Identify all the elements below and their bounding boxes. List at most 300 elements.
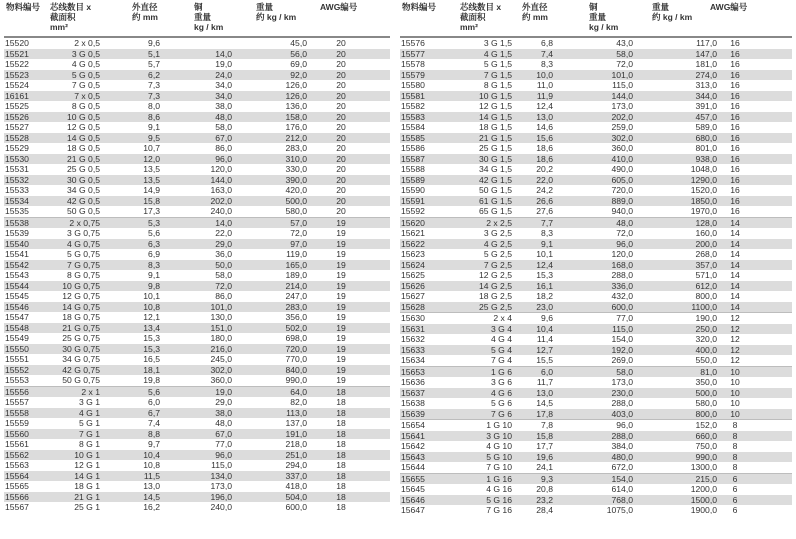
- header-material-code: 物料编号: [6, 2, 41, 12]
- cell-weight: 274,0: [695, 69, 717, 80]
- cell-outer-diameter: 13,0: [143, 481, 160, 491]
- cell-weight: 1290,0: [690, 174, 717, 185]
- cell-copper-weight: 768,0: [611, 494, 633, 505]
- cell-awg: 20: [336, 48, 346, 59]
- cell-awg: 16: [730, 206, 740, 216]
- cell-copper-weight: 67,0: [215, 428, 232, 439]
- cell-copper-weight: 58,0: [215, 122, 232, 132]
- cell-cores-cross-section: 2 x 2,5: [486, 217, 512, 228]
- cell-copper-weight: 144,0: [210, 174, 232, 185]
- cell-material-code: 15526: [5, 111, 29, 122]
- cell-weight: 938,0: [695, 153, 717, 164]
- cell-outer-diameter: 14,6: [536, 122, 553, 132]
- cell-material-code: 15637: [401, 387, 425, 398]
- cell-cores-cross-section: 7 G 0,75: [67, 259, 100, 270]
- table-row: [400, 431, 792, 442]
- cell-material-code: 15544: [5, 280, 29, 291]
- cell-awg: 19: [336, 343, 346, 354]
- cell-awg: 20: [336, 69, 346, 80]
- cell-cores-cross-section: 25 G 1,5: [479, 143, 512, 153]
- cell-copper-weight: 101,0: [210, 301, 232, 312]
- cell-cores-cross-section: 42 G 0,75: [62, 364, 100, 375]
- cell-awg: 18: [336, 386, 346, 397]
- table-row: [400, 59, 792, 70]
- cell-outer-diameter: 6,9: [148, 249, 160, 259]
- cell-outer-diameter: 10,8: [143, 460, 160, 470]
- cell-copper-weight: 144,0: [611, 90, 633, 101]
- cell-outer-diameter: 19,6: [536, 451, 553, 462]
- cell-copper-weight: 168,0: [611, 259, 633, 270]
- cell-outer-diameter: 17,7: [536, 441, 553, 451]
- cell-material-code: 15561: [5, 439, 29, 449]
- cell-material-code: 15548: [5, 322, 29, 333]
- cell-outer-diameter: 12,4: [536, 101, 553, 111]
- cell-outer-diameter: 6,8: [541, 38, 553, 48]
- cell-outer-diameter: 6,2: [148, 69, 160, 80]
- table-row: [4, 270, 390, 281]
- cell-material-code: 15521: [5, 48, 29, 59]
- cell-weight: 214,0: [285, 280, 307, 291]
- cell-material-code: 15639: [401, 408, 425, 419]
- cell-outer-diameter: 7,4: [541, 48, 553, 59]
- cell-awg: 20: [336, 153, 346, 164]
- cell-material-code: 15626: [401, 280, 425, 291]
- cell-cores-cross-section: 7 G 6: [490, 408, 512, 419]
- cell-awg: 18: [336, 439, 346, 449]
- cell-weight: 250,0: [695, 323, 717, 334]
- cell-cores-cross-section: 12 G 0,75: [62, 291, 100, 301]
- cell-outer-diameter: 23,2: [536, 494, 553, 505]
- cell-material-code: 15647: [401, 505, 425, 515]
- cell-weight: 119,0: [286, 249, 307, 259]
- cell-awg: 12: [730, 313, 740, 323]
- cell-cores-cross-section: 2 x 4: [493, 313, 512, 323]
- cell-weight: 801,0: [695, 143, 717, 153]
- header-awg: AWG编号: [710, 2, 748, 12]
- cell-outer-diameter: 15,8: [536, 430, 553, 441]
- cell-outer-diameter: 7,3: [148, 90, 160, 101]
- cell-awg: 10: [730, 408, 740, 419]
- table-body: [4, 38, 390, 513]
- cell-material-code: 15583: [401, 111, 425, 122]
- cell-material-code: 15646: [401, 494, 425, 505]
- cell-awg: 14: [730, 259, 740, 270]
- cell-material-code: 15539: [5, 228, 29, 238]
- cell-weight: 502,0: [285, 322, 307, 333]
- cell-material-code: 15533: [5, 185, 29, 195]
- table-row: [4, 70, 390, 81]
- cell-copper-weight: 120,0: [611, 249, 633, 259]
- cell-cores-cross-section: 4 G 1,5: [483, 48, 512, 59]
- table-row: [4, 492, 390, 503]
- cell-awg: 20: [336, 101, 346, 111]
- cell-material-code: 15567: [5, 502, 29, 512]
- cell-awg: 18: [336, 481, 346, 491]
- cell-weight: 357,0: [695, 259, 717, 270]
- cell-copper-weight: 410,0: [611, 153, 633, 164]
- cell-weight: 680,0: [695, 132, 717, 143]
- cell-weight: 215,0: [695, 473, 717, 484]
- cell-material-code: 15546: [5, 301, 29, 312]
- cell-copper-weight: 58,0: [616, 366, 633, 377]
- cell-material-code: 15553: [5, 375, 29, 385]
- cell-cores-cross-section: 5 G 16: [486, 494, 512, 505]
- cell-outer-diameter: 11,4: [536, 334, 553, 344]
- cell-weight: 147,0: [695, 48, 717, 59]
- table-row: [4, 260, 390, 271]
- cell-material-code: 15642: [401, 441, 425, 451]
- table-row: [4, 101, 390, 112]
- cell-outer-diameter: 15,8: [143, 195, 160, 206]
- cell-material-code: 15653: [401, 366, 425, 377]
- cell-cores-cross-section: 30 G 0,5: [67, 174, 100, 185]
- cell-weight: 420,0: [285, 185, 307, 195]
- table-row: [4, 397, 390, 408]
- cell-cores-cross-section: 14 G 0,75: [62, 301, 100, 312]
- cell-copper-weight: 230,0: [611, 387, 633, 398]
- cell-outer-diameter: 11,0: [536, 80, 553, 90]
- cell-awg: 6: [732, 505, 738, 515]
- cell-weight: 800,0: [695, 408, 717, 419]
- cell-copper-weight: 240,0: [210, 206, 232, 216]
- cell-cores-cross-section: 1 G 6: [490, 366, 512, 377]
- cell-copper-weight: 672,0: [611, 462, 633, 472]
- cell-outer-diameter: 13,4: [143, 322, 160, 333]
- cell-awg: 8: [732, 430, 738, 441]
- table-row: [400, 312, 792, 324]
- table-row: [400, 270, 792, 281]
- cell-outer-diameter: 14,5: [143, 491, 160, 502]
- cell-weight: 283,0: [285, 301, 307, 312]
- cell-material-code: 15552: [5, 364, 29, 375]
- cell-weight: 57,0: [290, 217, 307, 228]
- cell-weight: 72,0: [290, 228, 307, 238]
- cell-copper-weight: 24,0: [215, 69, 232, 80]
- table-row: [400, 196, 792, 207]
- header-outer-diameter: 外直径 约 mm: [132, 2, 158, 22]
- cell-weight: 698,0: [285, 333, 307, 343]
- cell-copper-weight: 288,0: [611, 270, 633, 280]
- header-awg: AWG编号: [320, 2, 358, 12]
- cell-weight: 126,0: [285, 90, 307, 101]
- cell-weight: 92,0: [290, 69, 307, 80]
- cell-awg: 20: [336, 38, 346, 48]
- cell-cores-cross-section: 8 G 1: [78, 439, 100, 449]
- cell-weight: 750,0: [695, 441, 717, 451]
- cell-copper-weight: 490,0: [611, 164, 633, 174]
- cell-outer-diameter: 11,9: [536, 90, 553, 101]
- cell-outer-diameter: 12,1: [143, 312, 160, 322]
- cell-copper-weight: 360,0: [611, 143, 633, 153]
- cell-material-code: 16161: [5, 90, 29, 101]
- cell-material-code: 15547: [5, 312, 29, 322]
- cell-material-code: 15587: [401, 153, 425, 164]
- table-row: [4, 386, 390, 398]
- cell-weight: 56,0: [290, 48, 307, 59]
- cell-outer-diameter: 10,7: [143, 143, 160, 153]
- cell-copper-weight: 86,0: [215, 291, 232, 301]
- cell-material-code: 15625: [401, 270, 425, 280]
- cell-material-code: 15628: [401, 301, 425, 312]
- cell-awg: 6: [732, 473, 738, 484]
- cell-outer-diameter: 15,5: [536, 355, 553, 365]
- cell-cores-cross-section: 18 G 1,5: [479, 122, 512, 132]
- cell-cores-cross-section: 21 G 1,5: [479, 132, 512, 143]
- cell-cores-cross-section: 4 G 2,5: [483, 238, 512, 249]
- cell-awg: 19: [336, 333, 346, 343]
- table-row: [4, 38, 390, 49]
- cell-outer-diameter: 12,4: [536, 259, 553, 270]
- table-row: [4, 228, 390, 239]
- cell-awg: 16: [730, 38, 740, 48]
- cell-material-code: 15582: [401, 101, 425, 111]
- cell-cores-cross-section: 8 G 0,75: [67, 270, 100, 280]
- table-row: [4, 471, 390, 482]
- cell-awg: 18: [336, 460, 346, 470]
- cell-copper-weight: 269,0: [611, 355, 633, 365]
- cell-weight: 990,0: [285, 375, 307, 385]
- table-row: [400, 419, 792, 431]
- cell-awg: 8: [732, 441, 738, 451]
- cell-outer-diameter: 17,3: [143, 206, 160, 216]
- cell-cores-cross-section: 18 G 1: [74, 481, 100, 491]
- cell-outer-diameter: 15,3: [536, 270, 553, 280]
- table-row: [4, 291, 390, 302]
- cell-cores-cross-section: 50 G 0,5: [67, 206, 100, 216]
- table-row: [4, 133, 390, 144]
- cell-awg: 20: [336, 122, 346, 132]
- header-cores-cross-section: 芯线数目 x 截面积 mm²: [50, 2, 92, 32]
- cell-cores-cross-section: 8 G 1,5: [483, 80, 512, 90]
- cell-cores-cross-section: 18 G 2,5: [479, 291, 512, 301]
- cell-copper-weight: 173,0: [611, 101, 633, 111]
- cell-copper-weight: 77,0: [616, 313, 633, 323]
- cell-material-code: 15645: [401, 484, 425, 494]
- table-row: [400, 388, 792, 399]
- cell-weight: 589,0: [695, 122, 717, 132]
- table-header: [400, 0, 792, 38]
- cell-copper-weight: 130,0: [210, 312, 232, 322]
- cell-awg: 20: [336, 111, 346, 122]
- cell-weight: 126,0: [285, 80, 307, 90]
- cell-cores-cross-section: 61 G 1,5: [479, 195, 512, 206]
- cell-cores-cross-section: 3 G 1: [78, 397, 100, 407]
- cell-cores-cross-section: 25 G 0,5: [67, 164, 100, 174]
- cell-awg: 12: [730, 334, 740, 344]
- cell-weight: 400,0: [695, 344, 717, 355]
- table-row: [400, 228, 792, 239]
- cell-copper-weight: 240,0: [210, 502, 232, 512]
- table-row: [4, 344, 390, 355]
- cell-awg: 16: [730, 80, 740, 90]
- cell-cores-cross-section: 2 x 0,5: [74, 38, 100, 48]
- header-copper-weight: 铜 重量 kg / km: [589, 2, 619, 32]
- cell-copper-weight: 34,0: [215, 80, 232, 90]
- cell-awg: 16: [730, 132, 740, 143]
- cell-outer-diameter: 6,7: [148, 407, 160, 418]
- cell-weight: 283,0: [285, 143, 307, 153]
- cell-weight: 1200,0: [690, 484, 717, 494]
- cell-outer-diameter: 7,4: [148, 418, 160, 428]
- cell-weight: 81,0: [700, 366, 717, 377]
- cell-material-code: 15542: [5, 259, 29, 270]
- table-row: [4, 460, 390, 471]
- cell-copper-weight: 163,0: [210, 185, 232, 195]
- cell-copper-weight: 192,0: [611, 344, 633, 355]
- cell-awg: 14: [730, 270, 740, 280]
- cell-material-code: 15633: [401, 344, 425, 355]
- table-row: [4, 418, 390, 429]
- table-row: [400, 175, 792, 186]
- cell-outer-diameter: 18,1: [143, 364, 160, 375]
- cell-copper-weight: 96,0: [215, 449, 232, 460]
- cell-cores-cross-section: 2 x 0,75: [69, 217, 100, 228]
- cell-awg: 14: [730, 217, 740, 228]
- cell-cores-cross-section: 14 G 0,5: [67, 132, 100, 143]
- cell-outer-diameter: 14,9: [143, 185, 160, 195]
- table-row: [4, 112, 390, 123]
- cell-outer-diameter: 14,5: [536, 398, 553, 408]
- cell-weight: 294,0: [285, 460, 307, 470]
- cell-cores-cross-section: 12 G 2,5: [479, 270, 512, 280]
- cell-material-code: 15589: [401, 174, 425, 185]
- table-row: [4, 239, 390, 250]
- cell-copper-weight: 14,0: [215, 48, 232, 59]
- cell-copper-weight: 48,0: [215, 418, 232, 428]
- cell-outer-diameter: 18,6: [536, 143, 553, 153]
- cell-material-code: 15592: [401, 206, 425, 216]
- cell-copper-weight: 288,0: [611, 430, 633, 441]
- cell-cores-cross-section: 7 x 0,5: [74, 90, 100, 101]
- cell-material-code: 15522: [5, 59, 29, 69]
- cell-outer-diameter: 24,1: [536, 462, 553, 472]
- cell-weight: 136,0: [285, 101, 307, 111]
- cell-outer-diameter: 8,3: [541, 59, 553, 69]
- table-row: [4, 217, 390, 229]
- table-row: [4, 143, 390, 154]
- cell-cores-cross-section: 2 x 1: [81, 386, 100, 397]
- cell-material-code: 15545: [5, 291, 29, 301]
- cell-weight: 320,0: [695, 334, 717, 344]
- cell-copper-weight: 120,0: [210, 164, 232, 174]
- cell-copper-weight: 245,0: [210, 354, 232, 364]
- cell-outer-diameter: 8,0: [148, 101, 160, 111]
- cable-spec-table-right: [400, 0, 792, 516]
- cell-awg: 16: [730, 185, 740, 195]
- cell-weight: 1520,0: [690, 185, 717, 195]
- cell-awg: 18: [336, 418, 346, 428]
- cell-weight: 840,0: [285, 364, 307, 375]
- cell-copper-weight: 101,0: [611, 69, 633, 80]
- cell-awg: 19: [336, 238, 346, 249]
- table-row: [400, 355, 792, 366]
- cell-awg: 19: [336, 291, 346, 301]
- cell-material-code: 15531: [5, 164, 29, 174]
- cell-outer-diameter: 6,0: [148, 397, 160, 407]
- cell-cores-cross-section: 4 G 16: [486, 484, 512, 494]
- cell-cores-cross-section: 1 G 10: [486, 420, 512, 430]
- cell-material-code: 15559: [5, 418, 29, 428]
- cell-outer-diameter: 8,6: [148, 111, 160, 122]
- header-material-code: 物料编号: [402, 2, 437, 12]
- cell-outer-diameter: 7,8: [541, 420, 553, 430]
- table-row: [400, 122, 792, 133]
- cell-outer-diameter: 13,0: [536, 387, 553, 398]
- cell-cores-cross-section: 7 G 10: [486, 462, 512, 472]
- cell-material-code: 15591: [401, 195, 425, 206]
- cell-material-code: 15623: [401, 249, 425, 259]
- table-row: [400, 101, 792, 112]
- table-row: [400, 217, 792, 229]
- cell-outer-diameter: 19,8: [143, 375, 160, 385]
- table-row: [400, 260, 792, 271]
- cell-awg: 12: [730, 344, 740, 355]
- table-row: [4, 49, 390, 60]
- cell-outer-diameter: 27,6: [536, 206, 553, 216]
- cell-material-code: 15620: [401, 217, 425, 228]
- cell-cores-cross-section: 4 G 1: [78, 407, 100, 418]
- cell-cores-cross-section: 25 G 2,5: [479, 301, 512, 312]
- cell-outer-diameter: 17,8: [536, 408, 553, 419]
- table-row: [4, 481, 390, 492]
- cell-outer-diameter: 9,6: [541, 313, 553, 323]
- cell-weight: 1850,0: [690, 195, 717, 206]
- table-body: [400, 38, 792, 516]
- cell-weight: 128,0: [695, 217, 717, 228]
- cell-weight: 189,0: [285, 270, 307, 280]
- cell-copper-weight: 115,0: [612, 80, 633, 90]
- cell-material-code: 15532: [5, 174, 29, 185]
- cell-weight: 152,0: [695, 420, 717, 430]
- table-row: [400, 505, 792, 516]
- cell-material-code: 15541: [5, 249, 29, 259]
- cell-copper-weight: 14,0: [215, 217, 232, 228]
- cell-copper-weight: 360,0: [210, 375, 232, 385]
- cell-outer-diameter: 10,1: [143, 291, 160, 301]
- cell-copper-weight: 96,0: [215, 153, 232, 164]
- cell-cores-cross-section: 7 G 1: [78, 428, 100, 439]
- cell-outer-diameter: 18,6: [536, 153, 553, 164]
- cell-awg: 20: [336, 59, 346, 69]
- cell-cores-cross-section: 4 G 6: [490, 387, 512, 398]
- cell-material-code: 15529: [5, 143, 29, 153]
- cell-awg: 16: [730, 111, 740, 122]
- table-row: [400, 239, 792, 250]
- cell-awg: 16: [730, 195, 740, 206]
- cell-outer-diameter: 10,8: [143, 301, 160, 312]
- cell-awg: 19: [336, 322, 346, 333]
- cell-awg: 6: [732, 484, 738, 494]
- cell-cores-cross-section: 8 G 0,5: [71, 101, 100, 111]
- table-row: [4, 122, 390, 133]
- cell-awg: 14: [730, 249, 740, 259]
- cell-copper-weight: 19,0: [215, 386, 232, 397]
- cell-copper-weight: 48,0: [215, 111, 232, 122]
- cell-awg: 20: [336, 132, 346, 143]
- cell-awg: 20: [336, 206, 346, 216]
- cell-copper-weight: 77,0: [215, 439, 232, 449]
- cell-copper-weight: 302,0: [611, 132, 633, 143]
- cell-awg: 19: [336, 259, 346, 270]
- table-row: [400, 112, 792, 123]
- cell-weight: 310,0: [285, 153, 307, 164]
- cell-outer-diameter: 8,8: [148, 428, 160, 439]
- cell-outer-diameter: 15,6: [536, 132, 553, 143]
- cell-weight: 1500,0: [690, 494, 717, 505]
- cell-outer-diameter: 5,7: [148, 59, 160, 69]
- cell-copper-weight: 600,0: [611, 301, 633, 312]
- cell-material-code: 15528: [5, 132, 29, 143]
